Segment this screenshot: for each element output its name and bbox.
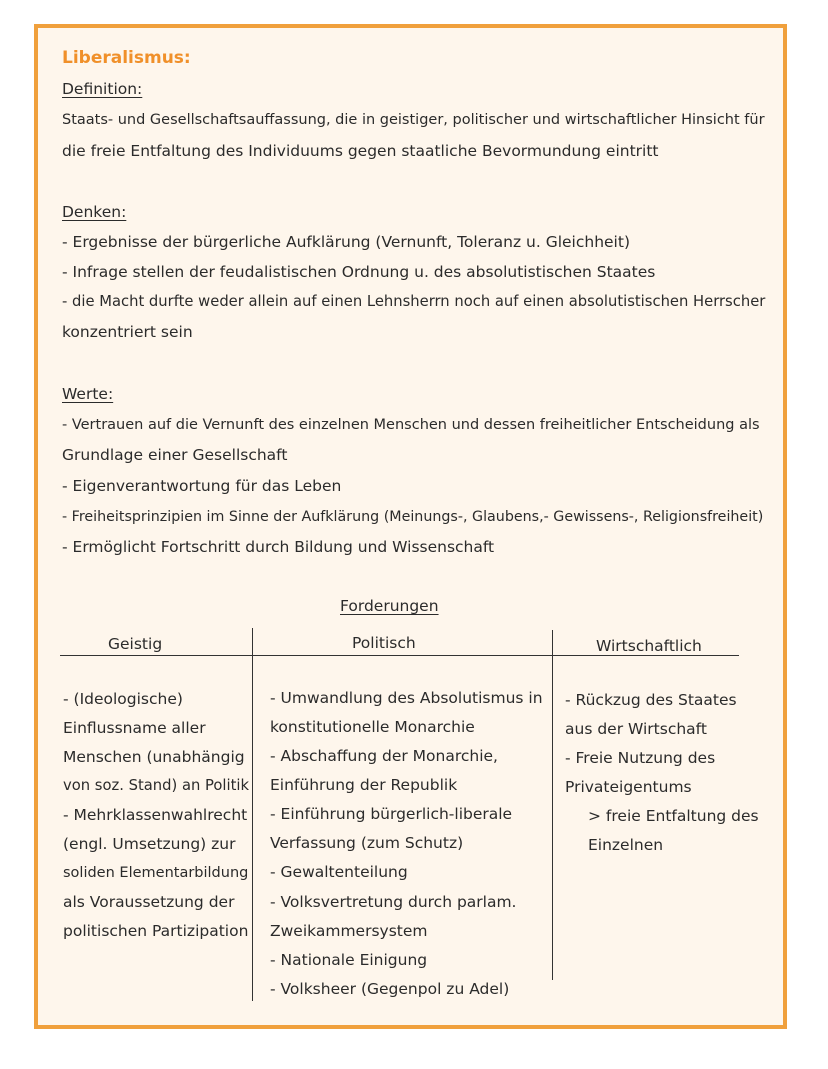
geistig-line: Einflussname aller (63, 719, 206, 737)
werte-line: - Ermöglicht Fortschritt durch Bildung und Wissenschaft (62, 538, 495, 556)
politisch-line: - Volksheer (Gegenpol zu Adel) (270, 980, 510, 998)
politisch-line: - Volksvertretung durch parlam. (270, 893, 517, 911)
denken-line: - die Macht durfte weder allein auf einen Lehnsherrn noch auf einen absolutistischen Herrscher (62, 293, 766, 310)
werte-heading: Werte: (62, 385, 114, 403)
definition-heading: Definition: (62, 80, 143, 98)
denken-line: konzentriert sein (62, 323, 193, 341)
wirtschaftlich-line: - Freie Nutzung des (565, 749, 716, 767)
definition-line: Staats- und Gesellschaftsauffassung, die in geistiger, politischer und wirtschaftlicher Hinsicht für (62, 112, 765, 128)
politisch-line: Verfassung (zum Schutz) (270, 834, 464, 852)
wirtschaftlich-line: > freie Entfaltung des (588, 807, 759, 825)
geistig-line: - Mehrklassenwahlrecht (63, 806, 248, 824)
table-header-rule (60, 655, 739, 656)
werte-line: - Freiheitsprinzipien im Sinne der Aufklärung (Meinungs-, Glaubens,- Gewissens-, Religionsfreiheit) (62, 509, 764, 525)
definition-line: die freie Entfaltung des Individuums gegen staatliche Bevormundung eintritt (62, 142, 659, 160)
column-header-geistig: Geistig (108, 635, 163, 653)
column-header-wirtschaftlich: Wirtschaftlich (596, 637, 702, 655)
geistig-line: (engl. Umsetzung) zur (63, 835, 236, 853)
column-divider (552, 630, 553, 980)
geistig-line: politischen Partizipation (63, 922, 249, 940)
wirtschaftlich-line: Einzelnen (588, 836, 664, 854)
politisch-line: - Umwandlung des Absolutismus in (270, 689, 543, 707)
politisch-line: Einführung der Republik (270, 776, 458, 794)
denken-heading: Denken: (62, 203, 127, 221)
geistig-line: Menschen (unabhängig (63, 748, 245, 766)
wirtschaftlich-line: - Rückzug des Staates (565, 691, 737, 709)
politisch-line: - Nationale Einigung (270, 951, 428, 969)
denken-line: - Infrage stellen der feudalistischen Ordnung u. des absolutistischen Staates (62, 263, 656, 281)
column-header-politisch: Politisch (352, 634, 416, 652)
politisch-line: Zweikammersystem (270, 922, 428, 940)
geistig-line: von soz. Stand) an Politik (63, 777, 250, 794)
politisch-line: konstitutionelle Monarchie (270, 718, 475, 736)
column-divider (252, 628, 253, 1001)
forderungen-title: Forderungen (340, 597, 439, 615)
werte-line: - Eigenverantwortung für das Leben (62, 477, 342, 495)
politisch-line: - Gewaltenteilung (270, 863, 408, 881)
werte-line: - Vertrauen auf die Vernunft des einzelnen Menschen und dessen freiheitlicher Entscheidung als (62, 417, 760, 433)
werte-line: Grundlage einer Gesellschaft (62, 446, 288, 464)
denken-line: - Ergebnisse der bürgerliche Aufklärung (Vernunft, Toleranz u. Gleichheit) (62, 233, 630, 251)
politisch-line: - Einführung bürgerlich-liberale (270, 805, 513, 823)
page-title: Liberalismus: (62, 48, 191, 68)
geistig-line: als Voraussetzung der (63, 893, 235, 911)
politisch-line: - Abschaffung der Monarchie, (270, 747, 498, 765)
wirtschaftlich-line: Privateigentums (565, 778, 692, 796)
wirtschaftlich-line: aus der Wirtschaft (565, 720, 707, 738)
geistig-line: soliden Elementarbildung (63, 865, 249, 881)
geistig-line: - (Ideologische) (63, 690, 183, 708)
